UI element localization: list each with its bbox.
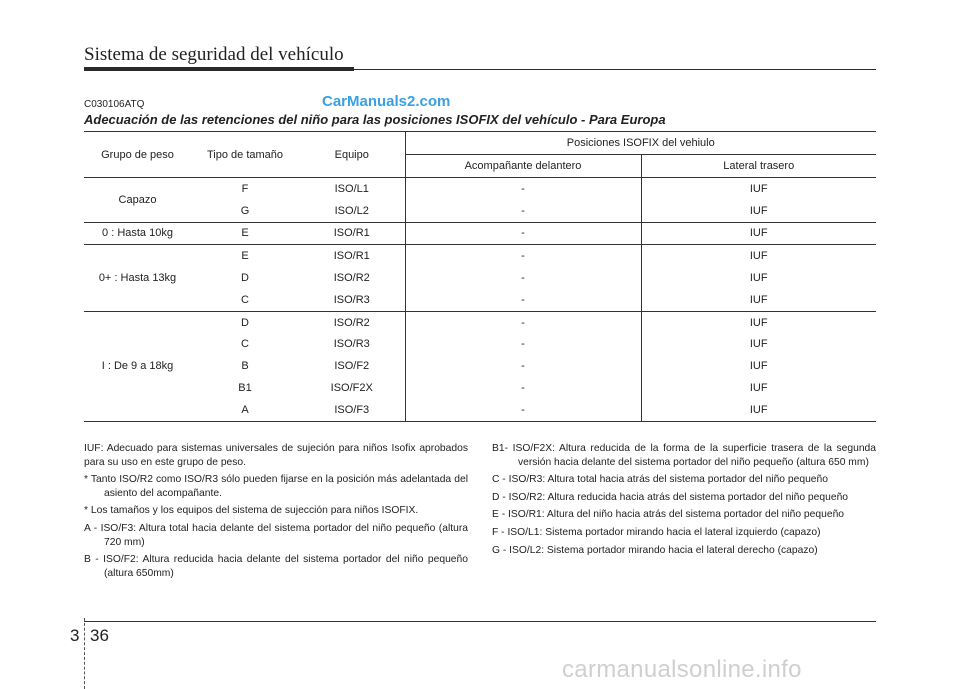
watermark-top[interactable]: CarManuals2.com — [322, 93, 451, 110]
notes-right — [492, 442, 876, 561]
front-passenger-cell: - — [405, 311, 641, 333]
front-passenger-cell: - — [405, 267, 641, 289]
note-item: F - ISO/L1: Sistema portador mirando hacia el lateral izquierdo (capazo) — [492, 526, 821, 538]
rear-outboard-cell: IUF — [641, 377, 876, 399]
rear-outboard-cell: IUF — [641, 222, 876, 245]
note-item: D - ISO/R2: Altura reducida hacia atrás del sistema portador del niño pequeño — [492, 491, 849, 503]
header-lateral: Lateral trasero — [641, 155, 876, 178]
header-posiciones: Posiciones ISOFIX del vehiulo — [405, 132, 876, 155]
front-passenger-cell: - — [405, 245, 641, 267]
section-code: C030106ATQ — [84, 99, 145, 110]
size-class-cell: F — [241, 182, 249, 195]
watermark-bottom[interactable]: carmanualsonline.info — [562, 656, 802, 683]
page-number: 36 — [90, 626, 109, 645]
size-class-cell: B — [241, 360, 249, 373]
table-row — [84, 245, 876, 267]
chapter-number: 3 — [70, 626, 80, 645]
note-item: * Los tamaños y los equipos del sistema de sujección para niños ISOFIX. — [84, 505, 419, 517]
front-passenger-cell: - — [405, 334, 641, 356]
note-item: * Tanto ISO/R2 como ISO/R3 sólo pueden fijarse en la posición más adelantada del asiento del acompañante. — [84, 474, 468, 499]
note-item: A - ISO/F3: Altura total hacia delante del sistema portador del niño pequeño (altura 720 mm) — [84, 522, 468, 548]
header-acompanante: Acompañante delantero — [405, 155, 641, 178]
note-item: C - ISO/R3: Altura total hacia atrás del sistema portador del niño pequeño — [492, 474, 828, 486]
front-passenger-cell: - — [405, 178, 641, 200]
section-title: Adecuación de las retenciones del niño para las posiciones ISOFIX del vehículo - Para Europa — [84, 112, 666, 127]
fixture-cell: ISO/R1 — [299, 222, 405, 245]
fixture-cell: ISO/F2X — [330, 382, 373, 395]
rear-outboard-cell: IUF — [641, 399, 876, 421]
header-tipo: Tipo de tamaño — [191, 132, 299, 178]
size-class-cell: B1 — [238, 382, 252, 395]
weight-group-cell: Capazo — [84, 178, 191, 223]
fixture-cell: ISO/R2 — [333, 272, 370, 285]
rear-outboard-cell: IUF — [641, 334, 876, 356]
table-row — [84, 200, 876, 222]
table-row — [84, 289, 876, 311]
front-passenger-cell: - — [405, 399, 641, 421]
note-item: E - ISO/R1: Altura del niño hacia atrás del sistema portador del niño pequeño — [492, 509, 845, 521]
table-row — [84, 334, 876, 356]
rear-outboard-cell: IUF — [641, 267, 876, 289]
front-passenger-cell: - — [405, 289, 641, 311]
fixture-cell: ISO/F3 — [299, 399, 405, 421]
weight-group-cell: 0 : Hasta 10kg — [84, 222, 191, 245]
table-row — [84, 178, 876, 200]
size-class-cell: E — [191, 222, 299, 245]
front-passenger-cell: - — [405, 222, 641, 245]
fixture-cell: ISO/L2 — [299, 200, 405, 222]
front-passenger-cell: - — [405, 377, 641, 399]
note-item: IUF: Adecuado para sistemas universales de sujeción para niños Isofix aprobados para su uso en este grupo de peso. — [84, 443, 468, 468]
header-grupo: Grupo de peso — [84, 132, 191, 178]
header-rule — [354, 69, 876, 70]
rear-outboard-cell: IUF — [641, 311, 876, 333]
footer-rule — [84, 621, 876, 622]
fixture-cell: ISO/L1 — [334, 182, 369, 195]
weight-group-cell: I : De 9 a 18kg — [84, 311, 191, 421]
size-class-cell: A — [191, 399, 299, 421]
notes-left — [84, 442, 468, 584]
table-row — [84, 355, 876, 377]
weight-group-cell: 0+ : Hasta 13kg — [84, 245, 191, 311]
rear-outboard-cell: IUF — [641, 200, 876, 222]
size-class-cell: E — [241, 250, 249, 263]
table-row — [84, 399, 876, 421]
table-row — [84, 311, 876, 333]
size-class-cell: C — [191, 289, 299, 311]
fixture-cell: ISO/R3 — [299, 289, 405, 311]
note-item: B - ISO/F2: Altura reducida hacia delante del sistema portador del niño pequeño (altura 650mm) — [84, 554, 468, 579]
isofix-table — [84, 131, 876, 422]
note-item: G - ISO/L2: Sistema portador mirando hacia el lateral derecho (capazo) — [492, 544, 818, 556]
rear-outboard-cell: IUF — [641, 289, 876, 311]
header-bar — [84, 67, 354, 71]
rear-outboard-cell: IUF — [641, 178, 876, 200]
fixture-cell: ISO/R3 — [333, 338, 370, 351]
front-passenger-cell: - — [405, 355, 641, 377]
size-class-cell: D — [241, 272, 249, 285]
header-equipo: Equipo — [299, 132, 405, 178]
size-class-cell: C — [241, 338, 249, 351]
size-class-cell: D — [241, 316, 249, 329]
size-class-cell: G — [191, 200, 299, 222]
table-row — [84, 267, 876, 289]
fixture-cell: ISO/F2 — [334, 360, 370, 373]
fixture-cell: ISO/R1 — [333, 250, 370, 263]
front-passenger-cell: - — [405, 200, 641, 222]
rear-outboard-cell: IUF — [641, 355, 876, 377]
page-margin-line — [84, 618, 86, 689]
header-title: Sistema de seguridad del vehículo — [84, 44, 344, 65]
rear-outboard-cell: IUF — [641, 245, 876, 267]
note-item: B1- ISO/F2X: Altura reducida de la forma de la superficie trasera de la segunda versión hacia delante del sistema portador del niño pequeño (altura 650 mm) — [492, 443, 876, 468]
fixture-cell: ISO/R2 — [333, 316, 370, 329]
table-row — [84, 222, 876, 245]
table-row — [84, 377, 876, 399]
